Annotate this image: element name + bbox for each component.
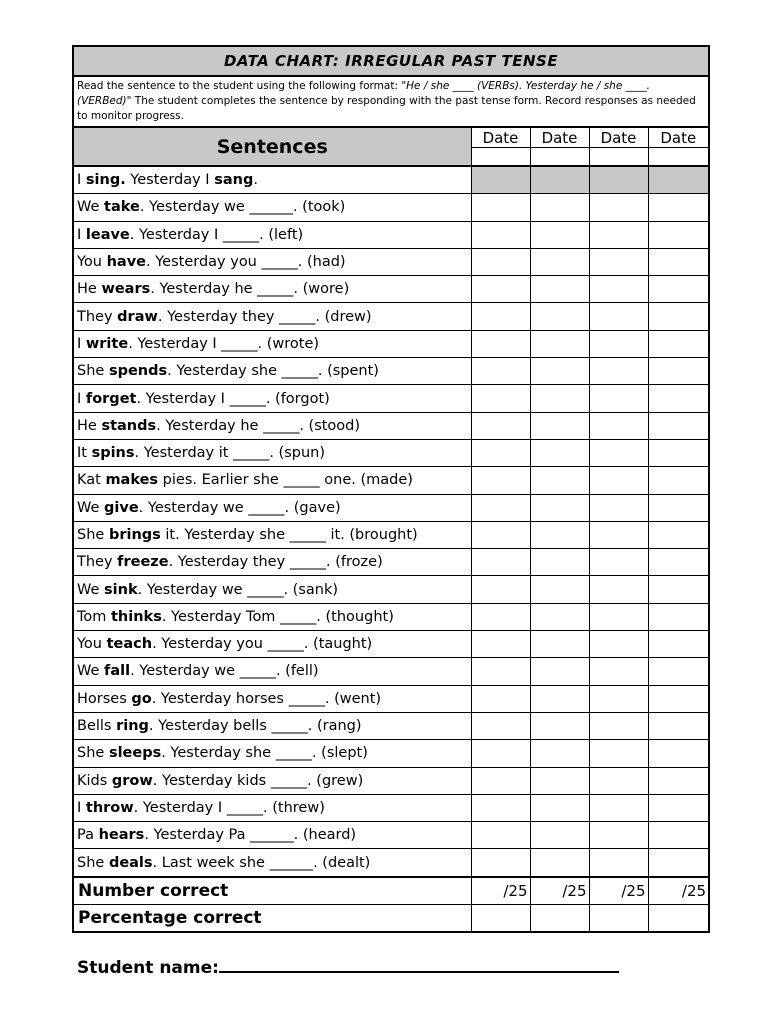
- response-cell[interactable]: [589, 494, 648, 521]
- chart-title: DATA CHART: IRREGULAR PAST TENSE: [73, 46, 709, 76]
- response-cell[interactable]: [530, 276, 589, 303]
- response-cell[interactable]: [471, 521, 530, 548]
- response-cell[interactable]: [530, 794, 589, 821]
- response-cell[interactable]: [471, 303, 530, 330]
- sentence-text: [73, 330, 471, 357]
- sentence-suffix: _____. (taught): [267, 636, 373, 653]
- sentence-text: [73, 439, 471, 466]
- sentence-middle: . Yesterday kids: [152, 772, 271, 789]
- response-cell[interactable]: [648, 412, 709, 439]
- sentence-text: [73, 576, 471, 603]
- response-cell[interactable]: [589, 549, 648, 576]
- sentence-verb: sing.: [85, 172, 126, 189]
- response-cell[interactable]: [530, 685, 589, 712]
- sentence-verb: write: [85, 335, 129, 352]
- date-header-1: Date: [471, 127, 530, 148]
- sentence-prefix: Kids: [77, 772, 112, 789]
- score-cell[interactable]: /25: [589, 877, 648, 905]
- sentence-prefix: I: [77, 390, 86, 407]
- response-cell[interactable]: [648, 712, 709, 739]
- sentence-suffix: ______. (took): [249, 199, 346, 216]
- sentence-prefix: Pa: [77, 827, 99, 844]
- sentence-text: [73, 712, 471, 739]
- sentence-suffix: _____. (left): [222, 226, 304, 243]
- sentence-text: [73, 385, 471, 412]
- response-cell[interactable]: [471, 767, 530, 794]
- sentence-middle: . Yesterday she: [161, 745, 276, 762]
- sentence-text: [73, 194, 471, 221]
- sentence-prefix: He: [77, 281, 102, 298]
- sentence-row: [73, 658, 709, 685]
- sentence-suffix: _____. (wrote): [221, 335, 320, 352]
- sentence-verb: forget: [85, 390, 137, 407]
- sentence-row: [73, 521, 709, 548]
- response-cell[interactable]: [648, 685, 709, 712]
- sentence-prefix: It: [77, 445, 92, 462]
- sentence-prefix: She: [77, 745, 109, 762]
- response-cell[interactable]: [589, 521, 648, 548]
- response-cell[interactable]: [471, 467, 530, 494]
- sentence-middle: . Yesterday you: [146, 254, 262, 271]
- response-cell[interactable]: [471, 794, 530, 821]
- sentence-row: [73, 358, 709, 385]
- sentence-verb: thinks: [111, 608, 162, 625]
- response-cell[interactable]: [648, 849, 709, 877]
- response-cell[interactable]: [589, 685, 648, 712]
- response-cell[interactable]: [530, 467, 589, 494]
- response-cell[interactable]: [648, 740, 709, 767]
- response-cell[interactable]: [471, 658, 530, 685]
- sentence-suffix: _____. (sank): [247, 581, 339, 598]
- sentence-middle: . Yesterday it: [134, 445, 234, 462]
- sentence-prefix: I: [77, 799, 86, 816]
- sentence-prefix: She: [77, 527, 109, 543]
- response-cell[interactable]: [648, 303, 709, 330]
- response-cell[interactable]: [648, 194, 709, 221]
- score-cell[interactable]: /25: [530, 877, 589, 905]
- sentence-verb: fall: [104, 663, 131, 680]
- sentence-row: [73, 549, 709, 576]
- response-cell[interactable]: [471, 358, 530, 385]
- sentence-row: [73, 303, 709, 330]
- response-cell[interactable]: [648, 822, 709, 849]
- sentence-text: [73, 467, 471, 494]
- sentence-verb: throw: [85, 799, 134, 816]
- response-cell[interactable]: [589, 276, 648, 303]
- response-cell[interactable]: [471, 631, 530, 658]
- sentence-row: [73, 767, 709, 794]
- sentence-prefix: We: [77, 581, 105, 598]
- sentence-text: [73, 794, 471, 821]
- response-cell[interactable]: [530, 631, 589, 658]
- response-cell: [648, 166, 709, 194]
- response-cell[interactable]: [530, 822, 589, 849]
- sentence-middle: . Yesterday horses: [151, 690, 289, 707]
- sentence-suffix: _____. (spun): [233, 445, 325, 462]
- sentence-row: [73, 412, 709, 439]
- response-cell[interactable]: [530, 358, 589, 385]
- sentence-prefix: They: [77, 554, 118, 571]
- sentence-middle: . Yesterday they: [157, 308, 280, 325]
- date-header-4: Date: [648, 127, 709, 148]
- sentence-verb: brings: [108, 527, 161, 543]
- sentence-suffix: .: [253, 172, 258, 189]
- sentence-suffix: _____. (went): [288, 690, 382, 707]
- percentage-correct-label: Percentage correct: [73, 904, 471, 932]
- sentence-text: [73, 303, 471, 330]
- response-cell[interactable]: [648, 330, 709, 357]
- response-cell[interactable]: [530, 549, 589, 576]
- sentence-prefix: You: [77, 254, 107, 271]
- sentence-prefix: Tom: [77, 608, 111, 625]
- date-entry-4[interactable]: [648, 148, 709, 167]
- score-cell[interactable]: /25: [471, 877, 530, 905]
- response-cell[interactable]: [589, 330, 648, 357]
- percentage-cell[interactable]: [648, 904, 709, 932]
- response-cell[interactable]: [648, 467, 709, 494]
- response-cell: [530, 166, 589, 194]
- sentence-verb: spends: [108, 363, 168, 380]
- response-cell[interactable]: [589, 631, 648, 658]
- sentence-middle: . Yesterday Pa: [144, 827, 251, 844]
- response-cell[interactable]: [648, 439, 709, 466]
- response-cell[interactable]: [589, 794, 648, 821]
- response-cell[interactable]: [589, 439, 648, 466]
- response-cell[interactable]: [471, 248, 530, 275]
- sentence-row: [73, 494, 709, 521]
- response-cell[interactable]: [648, 767, 709, 794]
- response-cell[interactable]: [589, 194, 648, 221]
- sentence-prefix: We: [77, 663, 105, 680]
- sentence-text: [73, 166, 471, 194]
- response-cell[interactable]: [471, 412, 530, 439]
- sentence-suffix: _____. (wore): [257, 281, 350, 298]
- response-cell[interactable]: [648, 521, 709, 548]
- sentence-verb: grow: [111, 772, 153, 789]
- response-cell[interactable]: [589, 822, 648, 849]
- response-cell[interactable]: [471, 740, 530, 767]
- response-cell[interactable]: [471, 385, 530, 412]
- number-correct-label: Number correct: [73, 877, 471, 905]
- response-cell[interactable]: [530, 221, 589, 248]
- response-cell: [471, 166, 530, 194]
- response-cell[interactable]: [471, 330, 530, 357]
- student-name-label: Student name:: [77, 958, 219, 978]
- sentence-row: [73, 740, 709, 767]
- sentence-suffix: ______. (heard): [250, 827, 357, 844]
- response-cell[interactable]: [471, 194, 530, 221]
- response-cell[interactable]: [589, 221, 648, 248]
- sentence-verb: wears: [101, 281, 151, 298]
- response-cell[interactable]: [589, 358, 648, 385]
- sentence-middle: . Yesterday you: [152, 636, 268, 653]
- sentence-verb: hears: [98, 827, 145, 844]
- sentence-prefix: Horses: [77, 690, 132, 707]
- response-cell[interactable]: [648, 276, 709, 303]
- sentence-answer: sang: [214, 172, 254, 189]
- student-name-field[interactable]: [77, 953, 619, 978]
- response-cell[interactable]: [648, 658, 709, 685]
- response-cell[interactable]: [589, 412, 648, 439]
- sentence-suffix: _____. (slept): [275, 745, 368, 762]
- response-cell[interactable]: [648, 248, 709, 275]
- sentence-verb: ring: [116, 718, 149, 735]
- sentence-suffix: _____. (froze): [289, 554, 383, 571]
- response-cell[interactable]: [530, 494, 589, 521]
- response-cell[interactable]: [648, 385, 709, 412]
- sentence-middle: . Yesterday bells: [148, 718, 272, 735]
- response-cell[interactable]: [471, 439, 530, 466]
- sentence-suffix: _____. (forgot): [229, 390, 330, 407]
- sentence-text: [73, 740, 471, 767]
- sentence-middle: . Yesterday I: [129, 226, 223, 243]
- response-cell[interactable]: [589, 303, 648, 330]
- sentence-suffix: _____. (thought): [280, 608, 394, 625]
- sentence-verb: makes: [105, 472, 159, 489]
- sentence-row: [73, 603, 709, 630]
- sentence-middle: Yesterday I: [125, 172, 215, 189]
- sentence-suffix: _____. (grew): [270, 772, 364, 789]
- sentence-middle: . Yesterday they: [168, 554, 290, 571]
- sentence-prefix: You: [77, 636, 107, 653]
- response-cell[interactable]: [471, 849, 530, 877]
- instructions: [73, 76, 709, 127]
- sentence-suffix: _____. (fell): [239, 663, 319, 680]
- sentence-middle: . Yesterday he: [156, 417, 264, 434]
- sentence-middle: . Yesterday we: [130, 663, 240, 680]
- sentence-suffix: _____. (rang): [271, 718, 362, 735]
- sentence-suffix: _____. (drew): [279, 308, 372, 325]
- sentence-prefix: Bells: [77, 718, 117, 735]
- sentence-text: [73, 603, 471, 630]
- sentence-suffix: _____. (spent): [281, 363, 379, 380]
- response-cell[interactable]: [471, 603, 530, 630]
- response-cell[interactable]: [471, 276, 530, 303]
- sentence-text: [73, 767, 471, 794]
- response-cell[interactable]: [530, 412, 589, 439]
- response-cell[interactable]: [471, 494, 530, 521]
- sentence-suffix: _____ one. (made): [283, 472, 413, 489]
- sentence-middle: . Yesterday I: [133, 799, 227, 816]
- sentence-verb: go: [131, 690, 152, 707]
- percentage-cell[interactable]: [589, 904, 648, 932]
- sentence-text: [73, 276, 471, 303]
- instructions-format: "He / she ____ (VERBs). Yesterday he / she ____. (VERBed)": [77, 80, 650, 107]
- date-entry-2[interactable]: [530, 148, 589, 167]
- response-cell[interactable]: [648, 794, 709, 821]
- sentence-suffix: _____. (had): [261, 254, 346, 271]
- sentence-text: [73, 849, 471, 877]
- sentence-row: [73, 276, 709, 303]
- sentence-text: [73, 358, 471, 385]
- response-cell[interactable]: [530, 767, 589, 794]
- response-cell[interactable]: [648, 549, 709, 576]
- sentence-prefix: She: [77, 363, 109, 380]
- sentence-middle: . Yesterday he: [150, 281, 258, 298]
- sentence-row: [73, 822, 709, 849]
- instructions-lead: Read the sentence to the student using the following format:: [77, 80, 402, 92]
- sentence-prefix: We: [77, 199, 105, 216]
- sentence-middle: . Yesterday we: [139, 199, 250, 216]
- sentence-verb: teach: [106, 636, 153, 653]
- sentence-middle: . Yesterday I: [128, 335, 222, 352]
- sentence-row: [73, 439, 709, 466]
- sentence-suffix: _____. (stood): [263, 417, 361, 434]
- response-cell[interactable]: [471, 712, 530, 739]
- sentence-suffix: ______. (dealt): [269, 854, 371, 871]
- date-entry-1[interactable]: [471, 148, 530, 167]
- sentence-verb: sleeps: [108, 745, 162, 762]
- sentence-text: [73, 631, 471, 658]
- sentence-row: [73, 248, 709, 275]
- response-cell: [589, 166, 648, 194]
- response-cell[interactable]: [530, 658, 589, 685]
- sentence-text: [73, 248, 471, 275]
- response-cell[interactable]: [648, 494, 709, 521]
- sentence-text: [73, 822, 471, 849]
- response-cell[interactable]: [530, 603, 589, 630]
- response-cell[interactable]: [589, 658, 648, 685]
- sentence-text: [73, 494, 471, 521]
- sentence-prefix: Kat: [77, 472, 106, 489]
- sentence-text: [73, 521, 471, 548]
- sentence-prefix: I: [77, 172, 86, 189]
- response-cell[interactable]: [530, 712, 589, 739]
- response-cell[interactable]: [648, 221, 709, 248]
- response-cell[interactable]: [530, 194, 589, 221]
- response-cell[interactable]: [530, 385, 589, 412]
- response-cell[interactable]: [589, 248, 648, 275]
- sentence-prefix: We: [77, 499, 105, 516]
- response-cell[interactable]: [589, 767, 648, 794]
- sentence-verb: spins: [91, 445, 135, 462]
- response-cell[interactable]: [471, 549, 530, 576]
- response-cell[interactable]: [530, 576, 589, 603]
- sentence-prefix: I: [77, 335, 86, 352]
- sentence-middle: . Yesterday we: [138, 499, 249, 516]
- sentence-verb: freeze: [117, 554, 169, 571]
- sentence-row: [73, 631, 709, 658]
- sentences-header: Sentences: [73, 127, 471, 166]
- student-name-line[interactable]: [219, 953, 619, 973]
- response-cell[interactable]: [589, 712, 648, 739]
- sentence-verb: draw: [117, 308, 158, 325]
- sentence-row: [73, 330, 709, 357]
- sentence-row: [73, 685, 709, 712]
- sentence-middle: . Yesterday we: [137, 581, 248, 598]
- sentence-row: [73, 576, 709, 603]
- sentence-row: [73, 849, 709, 877]
- sentence-row: [73, 166, 709, 194]
- sentence-verb: give: [104, 499, 139, 516]
- response-cell[interactable]: [589, 576, 648, 603]
- sentence-row: [73, 712, 709, 739]
- response-cell[interactable]: [648, 631, 709, 658]
- response-cell[interactable]: [589, 467, 648, 494]
- sentence-verb: sink: [104, 581, 138, 598]
- score-cell[interactable]: /25: [648, 877, 709, 905]
- sentence-text: [73, 412, 471, 439]
- sentence-text: [73, 685, 471, 712]
- data-chart-table: [72, 45, 710, 933]
- sentence-verb: take: [104, 199, 140, 216]
- date-header-3: Date: [589, 127, 648, 148]
- response-cell[interactable]: [530, 521, 589, 548]
- sentence-middle: it. Yesterday she: [160, 527, 290, 543]
- sentence-text: [73, 549, 471, 576]
- sentence-middle: pies. Earlier she: [158, 472, 284, 489]
- sentence-verb: leave: [85, 226, 130, 243]
- response-cell[interactable]: [589, 603, 648, 630]
- date-header-2: Date: [530, 127, 589, 148]
- percentage-cell[interactable]: [530, 904, 589, 932]
- response-cell[interactable]: [530, 248, 589, 275]
- response-cell[interactable]: [589, 849, 648, 877]
- response-cell[interactable]: [530, 303, 589, 330]
- percentage-cell[interactable]: [471, 904, 530, 932]
- sentence-prefix: He: [77, 417, 102, 434]
- sentence-row: [73, 385, 709, 412]
- response-cell[interactable]: [530, 740, 589, 767]
- response-cell[interactable]: [648, 603, 709, 630]
- sentence-row: [73, 794, 709, 821]
- sentence-row: [73, 194, 709, 221]
- response-cell[interactable]: [530, 849, 589, 877]
- sentence-verb: stands: [101, 417, 157, 434]
- sentence-middle: . Last week she: [152, 854, 270, 871]
- date-entry-3[interactable]: [589, 148, 648, 167]
- response-cell[interactable]: [471, 822, 530, 849]
- sentence-text: [73, 658, 471, 685]
- response-cell[interactable]: [471, 221, 530, 248]
- response-cell[interactable]: [589, 385, 648, 412]
- sentence-suffix: _____ it. (brought): [289, 527, 418, 543]
- response-cell[interactable]: [648, 576, 709, 603]
- response-cell[interactable]: [471, 685, 530, 712]
- data-chart-sheet: [72, 45, 708, 933]
- sentence-middle: . Yesterday she: [167, 363, 282, 380]
- sentence-prefix: I: [77, 226, 86, 243]
- sentence-verb: deals: [108, 854, 153, 871]
- sentence-suffix: _____. (threw): [226, 799, 325, 816]
- response-cell[interactable]: [589, 740, 648, 767]
- sentence-middle: . Yesterday I: [136, 390, 230, 407]
- instructions-rest: The student completes the sentence by responding with the past tense form. Record responses as needed to monitor progress.: [77, 95, 696, 122]
- sentence-row: [73, 221, 709, 248]
- sentence-prefix: She: [77, 854, 109, 871]
- response-cell[interactable]: [648, 358, 709, 385]
- response-cell[interactable]: [530, 439, 589, 466]
- sentence-suffix: _____. (gave): [248, 499, 341, 516]
- sentence-middle: . Yesterday Tom: [161, 608, 281, 625]
- response-cell[interactable]: [530, 330, 589, 357]
- sentence-prefix: They: [77, 308, 118, 325]
- sentence-verb: have: [106, 254, 147, 271]
- sentence-text: [73, 221, 471, 248]
- response-cell[interactable]: [471, 576, 530, 603]
- sentence-row: [73, 467, 709, 494]
